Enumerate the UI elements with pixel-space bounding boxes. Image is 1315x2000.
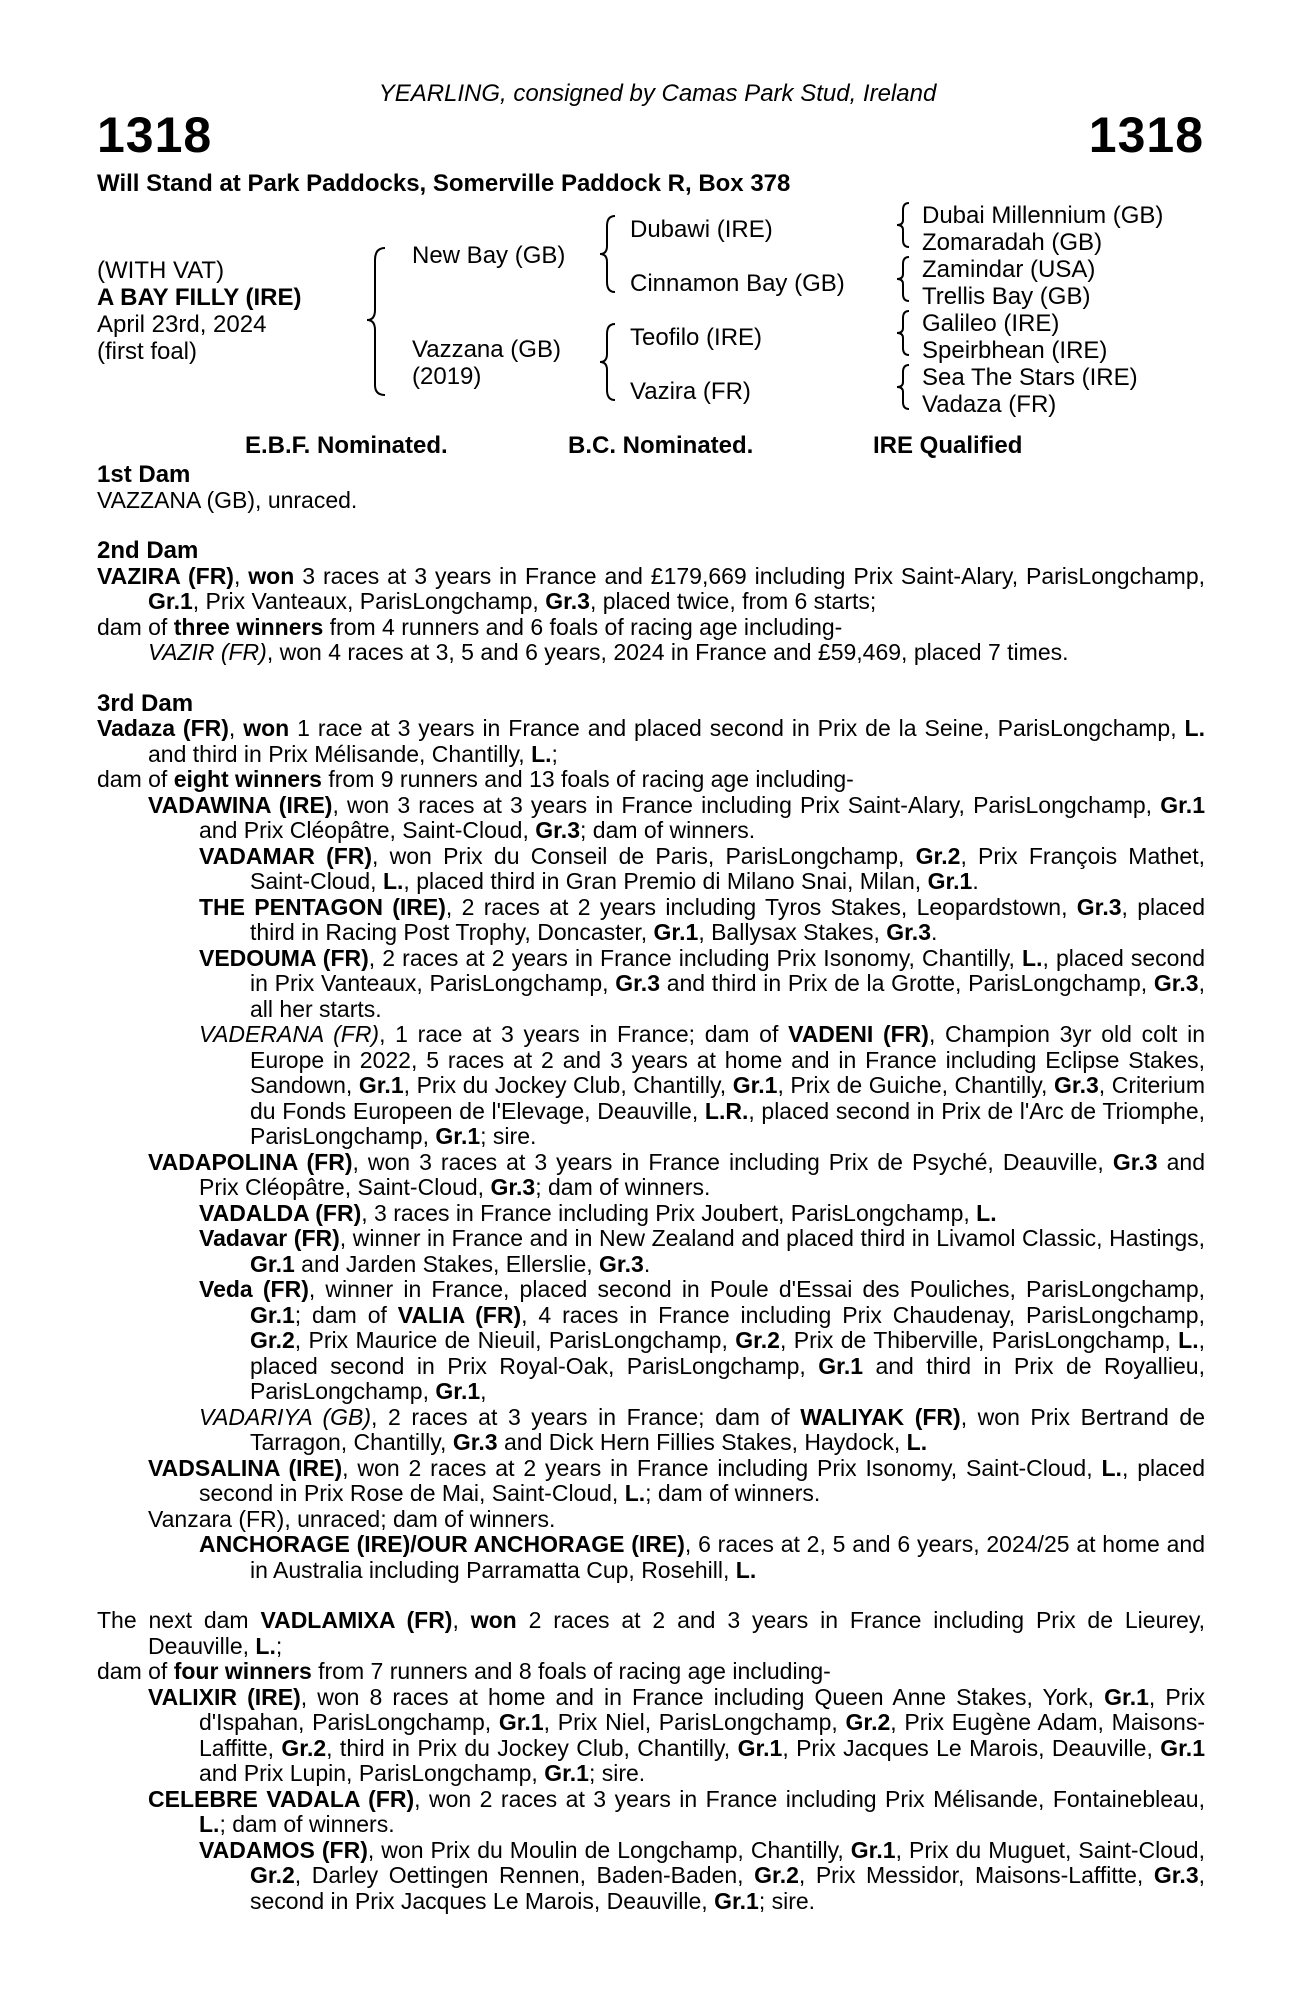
text-run: , 1 race at 3 years in France; dam of [379, 1021, 789, 1047]
text-run: , placed third in Gran Premio di Milano Snai, Milan, [403, 868, 928, 894]
text-run: and Prix Lupin, ParisLongchamp, [199, 1760, 545, 1786]
pedigree-sire: New Bay (GB) [412, 242, 566, 269]
bold-run: Gr.2 [754, 1862, 799, 1888]
section-gap [97, 1583, 1205, 1608]
bold-run: L. [382, 868, 404, 894]
bold-run: Gr.3 [535, 817, 580, 843]
text-run: , placed second in Prix Rose de Mai, Saint-Cloud, [199, 1454, 1205, 1506]
bold-run: Gr.1 [148, 588, 193, 614]
pedigree-g3-8: Vadaza (FR) [922, 391, 1057, 418]
text-run: , Prix Niel, ParisLongchamp, [543, 1709, 846, 1735]
bold-run: VADAWINA (IRE) [148, 791, 333, 818]
section-gap [97, 513, 1205, 538]
bold-run: VALIXIR (IRE) [148, 1683, 301, 1710]
text-run: ; dam of [294, 1301, 398, 1328]
text-run: , 2 races at 2 years including Tyros Stakes, Leopardstown, [445, 893, 1077, 920]
bold-run: Gr.2 [250, 1327, 295, 1353]
record-paragraph [97, 895, 1205, 946]
text-run: . [972, 868, 979, 894]
bold-run: ANCHORAGE (IRE)/OUR ANCHORAGE (IRE) [199, 1531, 685, 1557]
text-run: , second in Prix Jacques Le Marois, Deauville, [250, 1862, 1206, 1914]
text-run: , placed second in Prix de l'Arc de Triomphe, ParisLongchamp, [250, 1097, 1205, 1149]
pedigree-g3-2: Zomaradah (GB) [922, 229, 1103, 256]
bold-run: Gr.1 [850, 1836, 896, 1863]
record-paragraph [97, 1659, 1205, 1685]
text-run: , Champion 3yr old colt in Europe in 2022, 5 races at 2 and 3 years at home and in France including Eclipse Stakes, Sandown, [250, 1021, 1206, 1098]
text-run: dam of [97, 613, 174, 640]
bold-run: VADALDA (FR) [199, 1199, 362, 1226]
bold-run: Gr.1 [927, 868, 973, 894]
record-paragraph [97, 488, 1205, 514]
text-run: , winner in France and in New Zealand and placed third in Livamol Classic, Hastings, [339, 1225, 1205, 1251]
bold-run: Gr.3 [1153, 970, 1199, 996]
text-run: ; dam of winners. [535, 1174, 711, 1200]
bold-run: won [243, 715, 290, 741]
pedigree-brace-g3-3 [893, 308, 915, 358]
bold-run: VADLAMIXA (FR) [260, 1607, 453, 1633]
text-run: , 2 races at 2 years in France including Prix Isonomy, Chantilly, [368, 944, 1023, 971]
text-run: , Prix d'Ispahan, ParisLongchamp, [199, 1683, 1205, 1735]
bold-run: VADAMOS (FR) [199, 1836, 368, 1863]
text-run: , [480, 1378, 487, 1404]
bold-run: L. [1101, 1454, 1122, 1481]
bold-run: won [470, 1607, 517, 1633]
bold-run: L. [255, 1632, 276, 1659]
bold-run: Gr.3 [490, 1174, 536, 1200]
bold-run: CELEBRE VADALA (FR) [148, 1785, 415, 1812]
text-run: , Ballysax Stakes, [698, 919, 887, 945]
bold-run: Gr.2 [281, 1734, 327, 1761]
text-run: , won 8 races at home and in France including Queen Anne Stakes, York, [300, 1683, 1105, 1710]
text-run: , 2 races at 3 years in France; dam of [371, 1403, 801, 1430]
record-paragraph [97, 640, 1205, 666]
text-run: ; dam of winners. [645, 1480, 821, 1506]
bold-run: Gr.2 [735, 1327, 780, 1353]
pedigree-dam-dam: Vazira (FR) [630, 378, 751, 405]
record-paragraph [97, 1608, 1205, 1659]
bold-run: won [248, 562, 295, 589]
section-heading: 1st Dam [97, 461, 191, 488]
record-paragraph [97, 1201, 1205, 1227]
bold-run: four winners [173, 1658, 312, 1684]
record-paragraph [97, 793, 1205, 844]
text-run: ; sire. [588, 1760, 646, 1786]
bold-run: L.R. [704, 1097, 749, 1124]
record-paragraph [97, 1405, 1205, 1456]
bold-run: Gr.1 [732, 1072, 778, 1098]
text-run: ; dam of winners. [219, 1811, 395, 1837]
pedigree-brace-gen1 [365, 240, 395, 400]
bold-run: Gr.3 [1112, 1148, 1158, 1175]
section-heading: 2nd Dam [97, 537, 199, 564]
record-paragraph [97, 1277, 1205, 1405]
text-run: , Prix Jacques Le Marois, Deauville, [782, 1734, 1161, 1761]
bold-run: Veda (FR) [199, 1276, 309, 1302]
text-run: The next dam [97, 1607, 261, 1633]
text-run: , third in Prix du Jockey Club, Chantilly, [326, 1734, 738, 1761]
bold-run: L. [735, 1556, 757, 1583]
text-run: , Prix de Thiberville, ParisLongchamp, [779, 1327, 1179, 1353]
bold-run: Gr.1 [818, 1352, 864, 1379]
pedigree-g3-3: Zamindar (USA) [922, 256, 1096, 283]
section-gap [97, 666, 1205, 691]
bold-run: L. [624, 1480, 646, 1506]
text-run: from 9 runners and 13 foals of racing age including- [321, 766, 854, 792]
bold-run: three winners [173, 613, 324, 640]
pedigree-dam-sire: Teofilo (IRE) [630, 324, 763, 351]
text-run: VAZZANA (GB), unraced. [97, 486, 358, 513]
consignor-heading: YEARLING, consigned by Camas Park Stud, Ireland [378, 80, 937, 107]
text-run: dam of [97, 766, 174, 792]
text-run: , won 3 races at 3 years in France including Prix de Psyché, Deauville, [352, 1148, 1113, 1175]
bold-run: THE PENTAGON (IRE) [199, 893, 446, 920]
text-run: , Criterium du Fonds Europeen de l'Elevage, Deauville, [250, 1072, 1205, 1124]
text-run: from 4 runners and 6 foals of racing age including- [323, 613, 843, 640]
horse-name: A BAY FILLY (IRE) [97, 284, 302, 311]
bold-run: L. [976, 1199, 997, 1226]
text-run: dam of [97, 1658, 174, 1684]
text-run: , 3 races in France including Prix Joubert, ParisLongchamp, [361, 1199, 977, 1226]
bold-run: L. [906, 1429, 928, 1455]
text-run: , placed second in Prix Vanteaux, ParisLongchamp, [250, 944, 1205, 996]
bold-run: eight winners [173, 766, 322, 792]
pedigree-dam: Vazzana (GB) [412, 336, 561, 363]
bold-run: Gr.1 [358, 1072, 404, 1098]
text-run: , won 3 races at 3 years in France including Prix Saint-Alary, ParisLongchamp, [332, 791, 1161, 818]
record-paragraph [97, 1787, 1205, 1838]
pedigree-brace-g3-1 [893, 200, 915, 250]
text-run: , [233, 562, 249, 589]
text-run: Vanzara (FR), unraced; dam of winners. [148, 1505, 556, 1532]
text-run: , Prix du Muguet, Saint-Cloud, [895, 1836, 1205, 1863]
ire-qualified: IRE Qualified [873, 432, 1023, 459]
bold-run: Gr.1 [250, 1250, 295, 1277]
pedigree-brace-dam [597, 320, 623, 402]
bold-run: Gr.1 [714, 1887, 759, 1914]
bold-run: Vadavar (FR) [199, 1225, 340, 1251]
pedigree-brace-sire [597, 212, 623, 294]
text-run: ; dam of winners. [580, 817, 756, 843]
text-run: , Darley Oettingen Rennen, Baden-Baden, [294, 1862, 755, 1888]
bold-run: VADSALINA (IRE) [148, 1454, 343, 1481]
bold-run: Vadaza (FR) [97, 715, 229, 741]
bold-run: Gr.3 [545, 588, 590, 614]
text-run: 1 race at 3 years in France and placed second in Prix de la Seine, ParisLongchamp, [289, 715, 1185, 741]
text-run: ; sire. [480, 1123, 537, 1149]
produce-record [97, 462, 1205, 1914]
text-run: , Prix Eugène Adam, Maisons-Laffitte, [199, 1709, 1205, 1761]
bold-run: Gr.3 [615, 970, 660, 996]
record-paragraph [97, 1685, 1205, 1787]
bold-run: VAZIRA (FR) [97, 562, 234, 589]
italic-run: VAZIR (FR) [148, 639, 267, 665]
bold-run: Gr.1 [544, 1760, 589, 1786]
bold-run: Gr.1 [250, 1301, 295, 1328]
text-run: , Prix de Guiche, Chantilly, [777, 1072, 1054, 1098]
bold-run: Gr.1 [653, 919, 699, 945]
record-paragraph [97, 767, 1205, 793]
bold-run: VADAMAR (FR) [199, 842, 373, 869]
pedigree-g3-7: Sea The Stars (IRE) [922, 364, 1138, 391]
bold-run: VEDOUMA (FR) [199, 944, 369, 971]
lot-number-left: 1318 [97, 107, 213, 163]
record-paragraph [97, 615, 1205, 641]
bold-run: Gr.3 [452, 1429, 498, 1455]
bold-run: Gr.3 [1153, 1862, 1199, 1888]
text-run: , won 2 races at 3 years in France including Prix Mélisande, Fontainebleau, [414, 1785, 1205, 1812]
bold-run: L. [199, 1811, 220, 1837]
bold-run: Gr.1 [1104, 1683, 1149, 1710]
bold-run: Gr.3 [1076, 893, 1122, 920]
text-run: , Prix du Jockey Club, Chantilly, [403, 1072, 733, 1098]
text-run: from 7 runners and 8 foals of racing age including- [311, 1658, 831, 1684]
record-paragraph [97, 844, 1205, 895]
text-run: . [643, 1250, 651, 1277]
bold-run: Gr.1 [1160, 791, 1205, 818]
section-heading: 3rd Dam [97, 689, 194, 717]
record-paragraph [97, 1838, 1205, 1915]
text-run: ; [275, 1632, 283, 1659]
foal-note: (first foal) [97, 338, 198, 365]
bold-run: VADENI (FR) [788, 1021, 929, 1047]
bold-run: Gr.1 [435, 1378, 481, 1404]
record-paragraph [97, 564, 1205, 615]
bold-run: L. [1022, 944, 1043, 971]
text-run: and Prix Cléopâtre, Saint-Cloud, [199, 817, 536, 843]
bold-run: Gr.1 [435, 1123, 481, 1149]
record-paragraph [97, 1532, 1205, 1583]
text-run: , [452, 1607, 471, 1633]
text-run: and Prix Cléopâtre, Saint-Cloud, [199, 1148, 1205, 1200]
foaling-date: April 23rd, 2024 [97, 311, 267, 338]
text-run: , winner in France, placed second in Poule d'Essai des Pouliches, ParisLongchamp, [308, 1276, 1206, 1302]
bold-run: Gr.2 [250, 1862, 295, 1888]
text-run: and Jarden Stakes, Ellerslie, [294, 1250, 600, 1277]
pedigree-g3-6: Speirbhean (IRE) [922, 337, 1108, 364]
text-run: , Prix Messidor, Maisons-Laffitte, [798, 1862, 1154, 1888]
bold-run: Gr.2 [845, 1709, 891, 1735]
text-run: , Prix François Mathet, Saint-Cloud, [250, 842, 1205, 894]
text-run: , 6 races at 2, 5 and 6 years, 2024/25 at home and in Australia including Parramatta Cup, Rosehill, [250, 1531, 1205, 1583]
bold-run: Gr.1 [498, 1709, 544, 1735]
text-run: , 4 races in France including Prix Chaudenay, ParisLongchamp, [521, 1301, 1205, 1328]
bold-run: L. [1184, 715, 1205, 741]
text-run: . [931, 919, 938, 945]
bold-run: Gr.3 [599, 1250, 644, 1277]
pedigree-dam-year: (2019) [412, 363, 482, 390]
ebf-nomination: E.B.F. Nominated. [245, 432, 448, 459]
bold-run: VADAPOLINA (FR) [148, 1148, 353, 1175]
bc-nomination: B.C. Nominated. [568, 432, 754, 459]
record-paragraph [97, 946, 1205, 1023]
text-run: and Dick Hern Fillies Stakes, Haydock, [497, 1429, 907, 1455]
bold-run: Gr.1 [737, 1734, 783, 1761]
pedigree-sire-sire: Dubawi (IRE) [630, 216, 773, 243]
text-run: and third in Prix de la Grotte, ParisLongchamp, [660, 970, 1154, 996]
text-run: , placed third in Racing Post Trophy, Doncaster, [250, 893, 1205, 945]
record-paragraph [97, 1226, 1205, 1277]
text-run: , all her starts. [250, 970, 1205, 1022]
pedigree-brace-g3-4 [893, 362, 915, 412]
text-run: ; [551, 740, 558, 767]
record-paragraph [97, 1150, 1205, 1201]
bold-run: Gr.2 [915, 842, 961, 869]
text-run: , won Prix du Conseil de Paris, ParisLongchamp, [372, 842, 916, 869]
text-run: , won Prix du Moulin de Longchamp, Chantilly, [367, 1836, 851, 1863]
pedigree-g3-1: Dubai Millennium (GB) [922, 202, 1164, 229]
text-run: , won 2 races at 2 years in France including Prix Isonomy, Saint-Cloud, [342, 1454, 1102, 1481]
record-paragraph [97, 1507, 1205, 1533]
text-run: and third in Prix de Royallieu, ParisLongchamp, [250, 1352, 1205, 1404]
text-run: ; sire. [758, 1887, 816, 1914]
bold-run: L. [1178, 1327, 1199, 1353]
record-paragraph [97, 1456, 1205, 1507]
record-paragraph [97, 1022, 1205, 1150]
bold-run: Gr.3 [1054, 1072, 1099, 1098]
bold-run: WALIYAK (FR) [800, 1403, 961, 1430]
pedigree-g3-4: Trellis Bay (GB) [922, 283, 1091, 310]
vat-note: (WITH VAT) [97, 257, 225, 284]
bold-run: Gr.3 [886, 919, 931, 945]
stabling-line: Will Stand at Park Paddocks, Somerville Paddock R, Box 378 [97, 170, 791, 197]
text-run: , placed twice, from 6 starts; [589, 588, 877, 614]
text-run: 2 races at 2 and 3 years in France including Prix de Lieurey, Deauville, [148, 1607, 1205, 1659]
text-run: , Prix Maurice de Nieuil, ParisLongchamp, [294, 1327, 736, 1353]
bold-run: Gr.1 [1160, 1734, 1205, 1761]
pedigree-sire-dam: Cinnamon Bay (GB) [630, 270, 845, 297]
lot-number-right: 1318 [1088, 107, 1204, 163]
text-run: , won Prix Bertrand de Tarragon, Chantilly, [250, 1403, 1205, 1455]
record-paragraph [97, 716, 1205, 767]
bold-run: VALIA (FR) [397, 1301, 522, 1328]
text-run: 3 races at 3 years in France and £179,669 including Prix Saint-Alary, ParisLongchamp, [294, 562, 1206, 589]
pedigree-brace-g3-2 [893, 254, 915, 304]
text-run: and third in Prix Mélisande, Chantilly, [148, 740, 532, 767]
text-run: , won 4 races at 3, 5 and 6 years, 2024 in France and £59,469, placed 7 times. [266, 639, 1069, 665]
text-run: , placed second in Prix Royal-Oak, ParisLongchamp, [250, 1327, 1205, 1379]
pedigree-g3-5: Galileo (IRE) [922, 310, 1060, 337]
text-run: , Prix Vanteaux, ParisLongchamp, [192, 588, 546, 614]
italic-run: VADARIYA (GB) [199, 1403, 372, 1430]
text-run: , [228, 715, 244, 741]
bold-run: L. [531, 740, 552, 767]
italic-run: VADERANA (FR) [199, 1021, 380, 1047]
